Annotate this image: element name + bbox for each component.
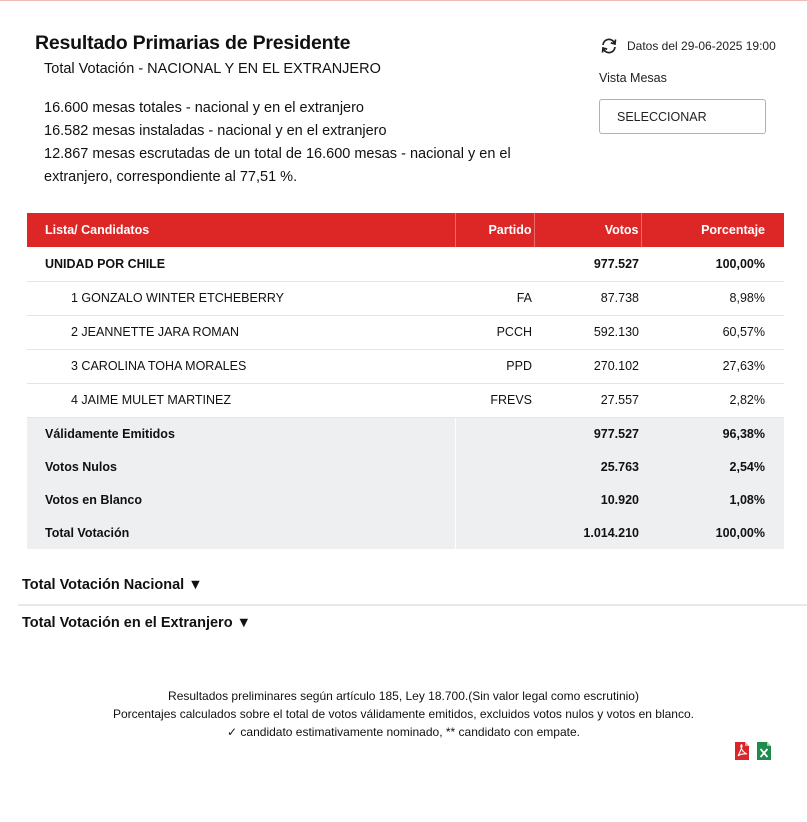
- candidate-votos: 27.557: [534, 383, 641, 417]
- data-timestamp: [600, 38, 776, 54]
- section-nacional-toggle[interactable]: Total Votación Nacional ▼: [22, 577, 203, 593]
- summary-row: [27, 417, 784, 450]
- summary-porcentaje: 100,00%: [641, 516, 784, 549]
- summary-row: [27, 516, 784, 549]
- results-table: [27, 213, 784, 549]
- vista-mesas-label: Vista Mesas: [599, 71, 667, 85]
- page-title: Resultado Primarias de Presidente: [35, 32, 351, 54]
- refresh-icon[interactable]: [600, 38, 618, 54]
- candidate-porcentaje: 60,57%: [641, 315, 784, 349]
- candidate-votos: 270.102: [534, 349, 641, 383]
- header-lista: Lista/ Candidatos: [27, 213, 455, 247]
- pdf-download-icon[interactable]: [734, 741, 750, 761]
- candidate-name: 2 JEANNETTE JARA ROMAN: [27, 315, 455, 349]
- party-name: UNIDAD POR CHILE: [27, 247, 455, 281]
- mesas-totales: 16.600 mesas totales - nacional y en el extranjero: [44, 100, 364, 116]
- section-extranjero-toggle[interactable]: Total Votación en el Extranjero ▼: [22, 615, 251, 631]
- candidate-name: 3 CAROLINA TOHA MORALES: [27, 349, 455, 383]
- summary-row: [27, 450, 784, 483]
- header-porcentaje: Porcentaje: [641, 213, 784, 247]
- mesas-summary: [44, 97, 564, 189]
- footer-line-legal: Resultados preliminares según artículo 185, Ley 18.700.(Sin valor legal como escrutinio): [168, 689, 639, 703]
- page-subtitle: Total Votación - NACIONAL Y EN EL EXTRANJERO: [44, 61, 381, 77]
- table-header-row: [27, 213, 784, 247]
- summary-name: Total Votación: [27, 516, 455, 549]
- summary-name: Votos en Blanco: [27, 483, 455, 516]
- footer-line-legend: ✓ candidato estimativamente nominado, ** candidato con empate.: [227, 725, 580, 739]
- summary-votos: 25.763: [534, 450, 641, 483]
- footer-line-percent: Porcentajes calculados sobre el total de votos válidamente emitidos, excluidos votos nulos y votos en blanco.: [113, 707, 694, 721]
- header-votos: Votos: [534, 213, 641, 247]
- party-porcentaje: 100,00%: [641, 247, 784, 281]
- candidate-votos: 87.738: [534, 281, 641, 315]
- excel-download-icon[interactable]: [756, 741, 772, 761]
- summary-name: Válidamente Emitidos: [27, 417, 455, 450]
- candidate-partido: PPD: [455, 349, 534, 383]
- table-row: [27, 315, 784, 349]
- datos-label: Datos del 29-06-2025 19:00: [627, 39, 776, 53]
- candidate-partido: PCCH: [455, 315, 534, 349]
- table-row: [27, 349, 784, 383]
- candidate-porcentaje: 8,98%: [641, 281, 784, 315]
- mesas-escrutadas: 12.867 mesas escrutadas de un total de 16.600 mesas - nacional y en el extranjero, correspondiente al 77,51 %.: [44, 146, 511, 185]
- candidate-votos: 592.130: [534, 315, 641, 349]
- summary-row: [27, 483, 784, 516]
- party-votos: 977.527: [534, 247, 641, 281]
- candidate-porcentaje: 27,63%: [641, 349, 784, 383]
- summary-votos: 10.920: [534, 483, 641, 516]
- party-partido: [455, 247, 534, 281]
- mesas-instaladas: 16.582 mesas instaladas - nacional y en el extranjero: [44, 123, 387, 139]
- candidate-porcentaje: 2,82%: [641, 383, 784, 417]
- summary-votos: 1.014.210: [534, 516, 641, 549]
- mesas-select[interactable]: SELECCIONAR: [599, 99, 766, 134]
- table-row: [27, 281, 784, 315]
- header-partido: Partido: [455, 213, 534, 247]
- summary-porcentaje: 1,08%: [641, 483, 784, 516]
- section-divider: [18, 604, 807, 606]
- summary-votos: 977.527: [534, 417, 641, 450]
- candidate-partido: FA: [455, 281, 534, 315]
- footer-notes: [0, 687, 807, 741]
- candidate-partido: FREVS: [455, 383, 534, 417]
- summary-porcentaje: 96,38%: [641, 417, 784, 450]
- summary-porcentaje: 2,54%: [641, 450, 784, 483]
- candidate-name: 4 JAIME MULET MARTINEZ: [27, 383, 455, 417]
- party-row: [27, 247, 784, 281]
- candidate-name: 1 GONZALO WINTER ETCHEBERRY: [27, 281, 455, 315]
- summary-name: Votos Nulos: [27, 450, 455, 483]
- table-row: [27, 383, 784, 417]
